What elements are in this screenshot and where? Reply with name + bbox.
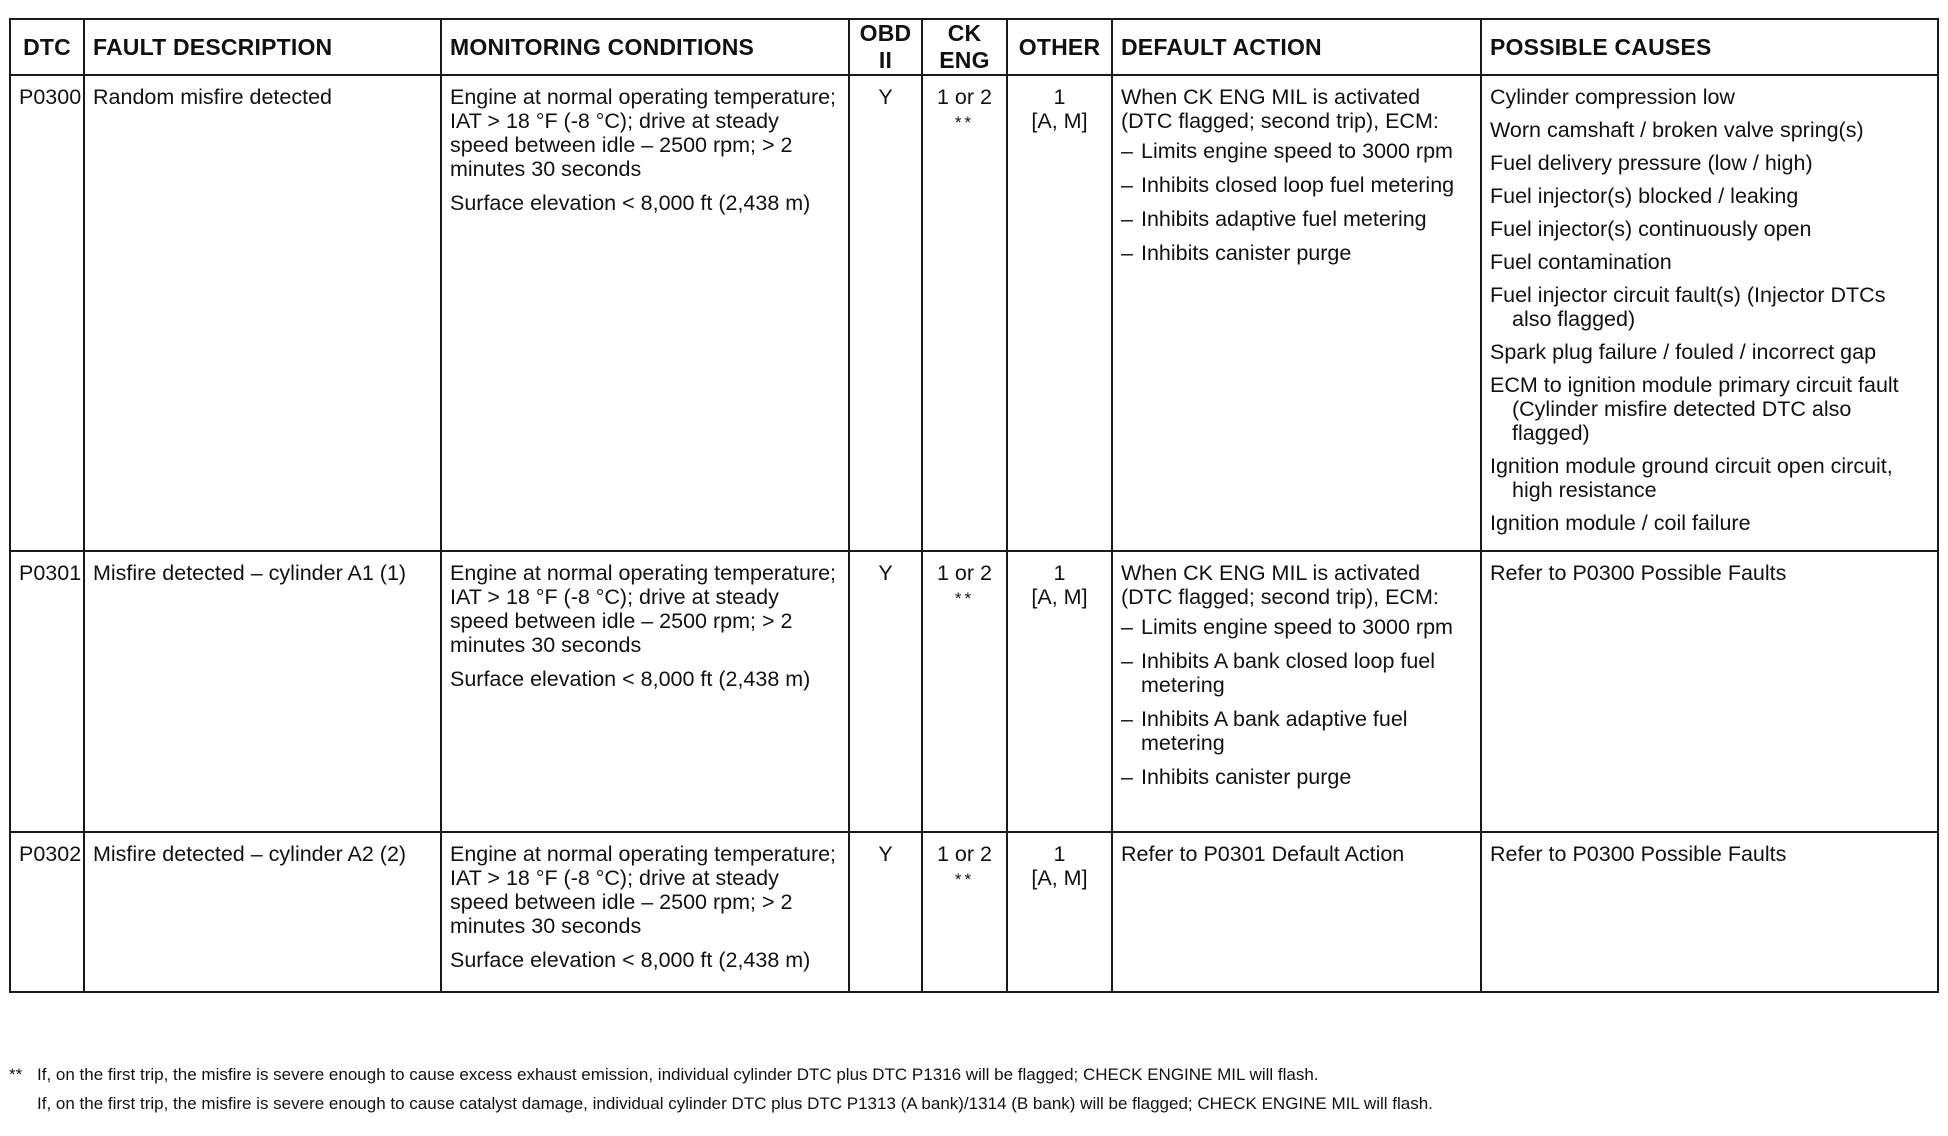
other-value: 1: [1053, 561, 1066, 585]
cause-item: Ignition module ground circuit open circuit, high resistance: [1490, 454, 1893, 502]
default-action-list: [1121, 139, 1472, 265]
possible-causes: [1481, 551, 1938, 832]
obd-ii-flag: Y: [849, 832, 922, 992]
table-row: [10, 832, 1938, 992]
cause-item: Fuel injector circuit fault(s) (Injector DTCs also flagged): [1490, 283, 1886, 331]
dtc-table: [9, 18, 1939, 993]
monitoring-conditions: [441, 75, 849, 551]
header-other: OTHER: [1007, 19, 1112, 75]
dtc-code: P0302: [10, 832, 84, 992]
header-default-action: DEFAULT ACTION: [1112, 19, 1481, 75]
cause-item: Fuel delivery pressure (low / high): [1490, 151, 1813, 175]
cause-item: Fuel contamination: [1490, 250, 1672, 274]
header-fault-description: FAULT DESCRIPTION: [84, 19, 441, 75]
monitoring-conditions: [441, 551, 849, 832]
default-action-item: – Inhibits adaptive fuel metering: [1121, 207, 1472, 231]
cause-item: Refer to P0300 Possible Faults: [1490, 842, 1787, 866]
default-action-item: – Inhibits A bank closed loop fuel metering: [1121, 649, 1472, 697]
other-column: [1007, 832, 1112, 992]
dtc-code: P0301: [10, 551, 84, 832]
footnote-line: [9, 1089, 1433, 1118]
other-column: [1007, 551, 1112, 832]
other-codes: [A, M]: [1031, 109, 1088, 133]
header-row: [10, 19, 1938, 75]
header-ck-eng: CK ENG: [922, 19, 1007, 75]
footnote-line: [9, 1060, 1433, 1089]
monitoring-conditions: [441, 832, 849, 992]
default-action: [1112, 832, 1481, 992]
default-action: [1112, 551, 1481, 832]
ck-eng-value: 1 or 2: [937, 561, 992, 585]
table-row: [10, 551, 1938, 832]
ck-eng-value: 1 or 2: [937, 85, 992, 109]
default-action-intro: Refer to P0301 Default Action: [1121, 842, 1405, 866]
fault-description: Random misfire detected: [84, 75, 441, 551]
default-action-list: [1121, 615, 1472, 789]
ck-eng-trips: [922, 75, 1007, 551]
default-action: [1112, 75, 1481, 551]
default-action-intro: When CK ENG MIL is activated (DTC flagged; second trip), ECM:: [1121, 85, 1439, 133]
other-value: 1: [1053, 842, 1066, 866]
monitoring-text: Engine at normal operating temperature; IAT > 18 °F (-8 °C); drive at steady speed between idle – 2500 rpm; > 2 minutes 30 seconds: [450, 842, 837, 938]
header-dtc: DTC: [10, 19, 84, 75]
dtc-code: P0300: [10, 75, 84, 551]
header-obd-ii: OBD II: [849, 19, 922, 75]
default-action-item: – Inhibits closed loop fuel metering: [1121, 173, 1472, 197]
possible-causes: [1481, 832, 1938, 992]
dtc-table-container: [9, 18, 1939, 993]
header-possible-causes: POSSIBLE CAUSES: [1481, 19, 1938, 75]
monitoring-text: Surface elevation < 8,000 ft (2,438 m): [450, 191, 811, 215]
cause-item: Spark plug failure / fouled / incorrect gap: [1490, 340, 1877, 364]
default-action-item: – Limits engine speed to 3000 rpm: [1121, 615, 1472, 639]
default-action-item: – Inhibits A bank adaptive fuel metering: [1121, 707, 1472, 755]
fault-description: Misfire detected – cylinder A1 (1): [84, 551, 441, 832]
other-codes: [A, M]: [1031, 866, 1088, 890]
ck-eng-trips: [922, 551, 1007, 832]
footnote-text: If, on the first trip, the misfire is severe enough to cause catalyst damage, individual cylinder DTC plus DTC P1313 (A bank)/1314 (B bank) will be flagged; CHECK ENGINE MIL will flash.: [37, 1094, 1433, 1113]
obd-ii-flag: Y: [849, 75, 922, 551]
footnote-marker: **: [954, 870, 975, 889]
other-value: 1: [1053, 85, 1066, 109]
default-action-intro: When CK ENG MIL is activated (DTC flagged; second trip), ECM:: [1121, 561, 1439, 609]
ck-eng-value: 1 or 2: [937, 842, 992, 866]
possible-causes: [1481, 75, 1938, 551]
footnote-marker: **: [9, 1065, 23, 1084]
default-action-item: – Inhibits canister purge: [1121, 765, 1472, 789]
default-action-item: – Limits engine speed to 3000 rpm: [1121, 139, 1472, 163]
other-codes: [A, M]: [1031, 585, 1088, 609]
cause-item: ECM to ignition module primary circuit fault (Cylinder misfire detected DTC also flagged): [1490, 373, 1899, 445]
monitoring-text: Surface elevation < 8,000 ft (2,438 m): [450, 948, 811, 972]
table-row: [10, 75, 1938, 551]
obd-ii-flag: Y: [849, 551, 922, 832]
monitoring-text: Engine at normal operating temperature; IAT > 18 °F (-8 °C); drive at steady speed between idle – 2500 rpm; > 2 minutes 30 seconds: [450, 85, 837, 181]
monitoring-text: Surface elevation < 8,000 ft (2,438 m): [450, 667, 811, 691]
footnote-text: If, on the first trip, the misfire is severe enough to cause excess exhaust emission, individual cylinder DTC plus DTC P1316 will be flagged; CHECK ENGINE MIL will flash.: [37, 1065, 1319, 1084]
cause-item: Fuel injector(s) blocked / leaking: [1490, 184, 1799, 208]
monitoring-text: Engine at normal operating temperature; IAT > 18 °F (-8 °C); drive at steady speed between idle – 2500 rpm; > 2 minutes 30 seconds: [450, 561, 837, 657]
ck-eng-trips: [922, 832, 1007, 992]
cause-item: Worn camshaft / broken valve spring(s): [1490, 118, 1864, 142]
footnote-marker: **: [954, 113, 975, 132]
cause-item: Refer to P0300 Possible Faults: [1490, 561, 1787, 585]
header-monitoring-conditions: MONITORING CONDITIONS: [441, 19, 849, 75]
cause-item: Fuel injector(s) continuously open: [1490, 217, 1812, 241]
cause-item: Ignition module / coil failure: [1490, 511, 1751, 535]
cause-item: Cylinder compression low: [1490, 85, 1735, 109]
footnote: [9, 1060, 1433, 1118]
default-action-item: – Inhibits canister purge: [1121, 241, 1472, 265]
footnote-marker: **: [954, 589, 975, 608]
fault-description: Misfire detected – cylinder A2 (2): [84, 832, 441, 992]
other-column: [1007, 75, 1112, 551]
